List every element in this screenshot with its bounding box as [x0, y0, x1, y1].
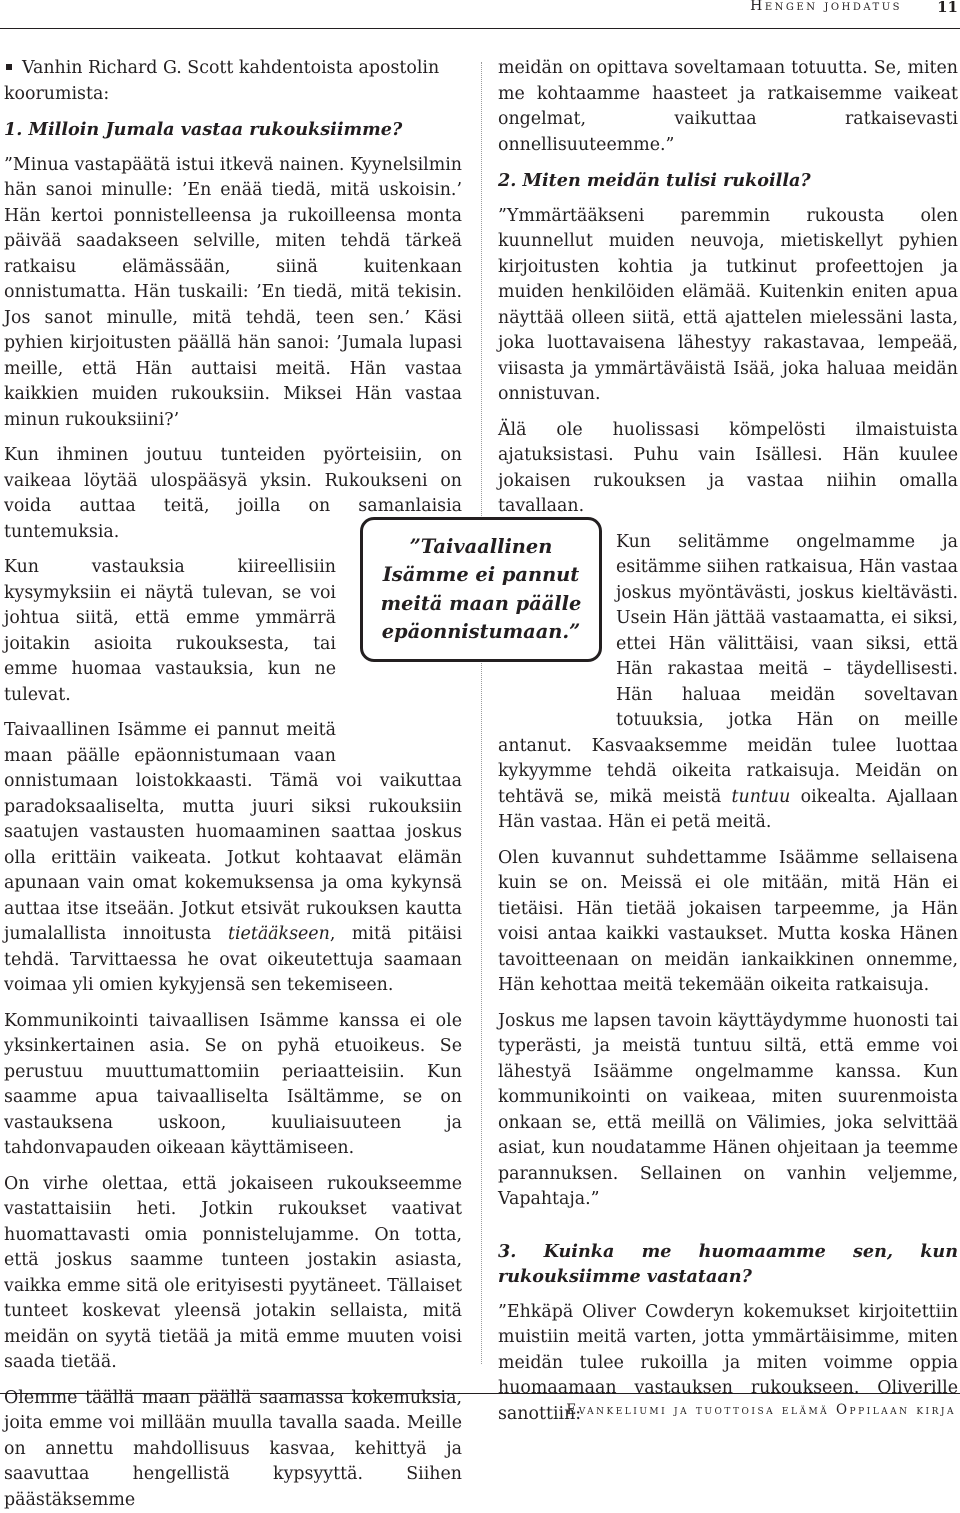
pull-quote-box [360, 517, 602, 662]
bullet-icon [6, 64, 12, 70]
right-paragraph-4-text-a: Kun selitämme ongelmamme ja esitämme siihen ratkaisua, Hän vastaa joskus myöntävästi, joskus kieltävästi. Usein Hän jättää vastaamatta, ei siksi, ettei Hän välittäisi, vaan siksi, että Hän rakastaa meitä – täydellisesti. Hän haluaa meidän soveltavan totuuksia, jotka Hän on meille antanut. Kasvaaksemme meidän tulee luottaa kykyymme tehdä oikeita ratkaisuja. Meidän on tehtävä se, mikä meistä [498, 532, 958, 807]
header-rule [0, 28, 960, 29]
left-paragraph-4-text-a: Taivaallinen Isämme ei pannut meitä maan päälle epäonnistumaan vaan onnistumaan loistokkaasti. Tämä voi vaikuttaa paradoksaaliselta, mutta juuri siksi rukouksiin saatujen vastausten huomaaminen saattaa joskus olla erittäin vaikeata. Jotkut kohtaavat elämän apunaan vain omat kokemuksensa ja oma kykynsä auttaa itse itseään. Jotkut etsivät rukouksen kautta jumalallista innoitusta [4, 720, 462, 944]
left-paragraph-1: ”Minua vastapäätä istui itkevä nainen. Kyynelsilmin hän sanoi minulle: ’En enää tiedä, mitä uskoisin.’ Hän kertoi ponnistelleensa ja rukoilleensa monta päivää saadakseen selville, miten tehdä tärkeä ratkaisu elämässään, siinä kuitenkaan onnistumatta. Hän tuskaili: ’En tiedä, mitä tekisin. Jos sanot minulle, mitä tehdä, teen sen.’ Käsi pyhien kirjoitusten päällä hän sanoi: ’Jumala lupasi meille, että Hän auttaisi meitä. Hän vastaa kaikkien muiden rukouksiin. Miksei Hän vastaa minun rukouksiini?’ [4, 153, 462, 434]
section-heading-1: 1. Milloin Jumala vastaa rukouksiimme? [4, 117, 462, 143]
right-paragraph-1: meidän on opittava soveltamaan totuutta. Se, miten me kohtaamme haasteet ja ratkaisemme vaikeat ongelmat, vaikuttaa ratkaisevasti onnellisuuteemme.” [498, 56, 958, 158]
left-paragraph-4-emphasis: tietääkseen [228, 924, 330, 944]
footer-rule [0, 1393, 960, 1394]
right-paragraph-7: ”Ehkäpä Oliver Cowderyn kokemukset kirjoitettiin muistiin meitä varten, jotta ymmärtäisimme, miten meidän tulee rukoilla ja miten voimme oppia huomaamaan vastauksen rukoukseen. Oliverille sanottiin: [498, 1300, 958, 1428]
left-paragraph-3: Kun vastauksia kiireellisiin kysymyksiin ei näytä tulevan, se voi johtua siitä, että emme ymmärrä joitakin asioita rukouksesta, tai emme huomaa vastauksia, kun ne tulevat. [4, 555, 462, 708]
right-column [498, 56, 958, 1427]
intro-bullet-paragraph [4, 56, 462, 107]
right-paragraph-6: Joskus me lapsen tavoin käyttäydymme huonosti tai typerästi, ja meistä tuntuu siltä, että emme voi lähestyä Isäämme ongelmamme kanssa. Kun kommunikointi on vaikeaa, miten suurenmoista onkaan se, että meillä on Välimies, joka selvittää asiat, kun noudatamme Hänen ohjeitaan ja teemme parannuksen. Sellainen on vanhin veljemme, Vapahtaja.” [498, 1009, 958, 1213]
left-paragraph-4 [4, 718, 462, 999]
right-paragraph-3: Älä ole huolissasi kömpelösti ilmaistuista ajatuksistasi. Puhu vain Isällesi. Hän kuulee jokaisen rukouksen ja vastaa niihin omalla tavallaan. [498, 418, 958, 520]
section-heading-2: 2. Miten meidän tulisi rukoilla? [498, 168, 958, 194]
running-head: Hengen johdatus [750, 0, 902, 14]
left-paragraph-7: Olemme täällä maan päällä saamassa kokemuksia, joita emme voi millään muulla tavalla saada. Meille on annettu mahdollisuus kasvaa, kehittyä ja saavuttaa hengellistä kypsyyttä. Siihen päästäksemme [4, 1386, 462, 1513]
footer-text: Evankeliumi ja tuottoisa elämä Oppilaan kirja [566, 1402, 956, 1418]
left-column [4, 56, 462, 1513]
intro-bullet-text: Vanhin Richard G. Scott kahdentoista apostolin koorumista: [4, 58, 439, 104]
right-paragraph-2: ”Ymmärtääkseni paremmin rukousta olen kuunnellut muiden neuvoja, mietiskellyt pyhien kirjoitusten kohtia ja tutkinut profeettojen ja muiden henkilöiden elämää. Kuitenkin eniten apua näyttää olleen siitä, että ajattelen mielessäni lasta, joka luottavaisena lähestyy rakastavaa, lempeää, viisasta ja ymmärtäväistä Isää, joka haluaa meidän onnistuvan. [498, 204, 958, 408]
page-number: 11 [937, 0, 958, 16]
left-paragraph-2: Kun ihminen joutuu tunteiden pyörteisiin, on vaikeaa löytää ulospääsyä yksin. Rukoukseni on voida auttaa teitä, joilla on samanlaisia tuntemuksia. [4, 443, 462, 545]
column-divider [481, 62, 482, 1364]
right-paragraph-4-emphasis: tuntuu [732, 787, 791, 807]
left-paragraph-4-text-b: , mitä pitäisi tehdä. Tarvittaessa he ovat oikeutettuja saamaan voimaa yli omien kykyjensä sen tekemiseen. [4, 924, 462, 995]
right-paragraph-5: Olen kuvannut suhdettamme Isäämme sellaisena kuin se on. Meissä ei ole mitään, mitä Hän ei tietäisi. Hän tietää jokaisen tarpeemme, ja Hän voisi antaa kaikki vastaukset. Mutta koska Hänen tavoitteenaan on meidän iankaikkinen onnemme, Hän kehottaa meitä tekemään oikeita ratkaisuja. [498, 846, 958, 999]
left-paragraph-5: Kommunikointi taivaallisen Isämme kanssa ei ole yksinkertainen asia. Se on pyhä etuoikeus. Se perustuu muuttumattomiin periaatteisiin. Kun saamme apua taivaalliselta Isältämme, se on vastauksena uskoon, kuuliaisuuteen ja tahdonvapauden oikeaan käyttämiseen. [4, 1009, 462, 1162]
section-heading-3: 3. Kuinka me huomaamme sen, kun rukouksiimme vastataan? [498, 1239, 958, 1290]
right-paragraph-4-text-b: oikealta. Ajallaan Hän vastaa. Hän ei petä meitä. [498, 787, 958, 833]
pull-quote-text: ”Taivaallinen Isämme ei pannut meitä maan päälle epäonnistumaan.” [381, 533, 582, 647]
left-paragraph-6: On virhe olettaa, että jokaiseen rukoukseemme vastattaisiin heti. Jotkin rukoukset vaativat huomattavasti omia ponnistelujamme. On totta, että joskus saamme tunteen jostakin asiasta, vaikka emme sitä ole erityisesti pyytäneet. Tällaiset tunteet koskevat yleensä jotakin sellaista, mitä meidän on syytä tietää ja mitä emme muuten voisi saada tietää. [4, 1172, 462, 1376]
